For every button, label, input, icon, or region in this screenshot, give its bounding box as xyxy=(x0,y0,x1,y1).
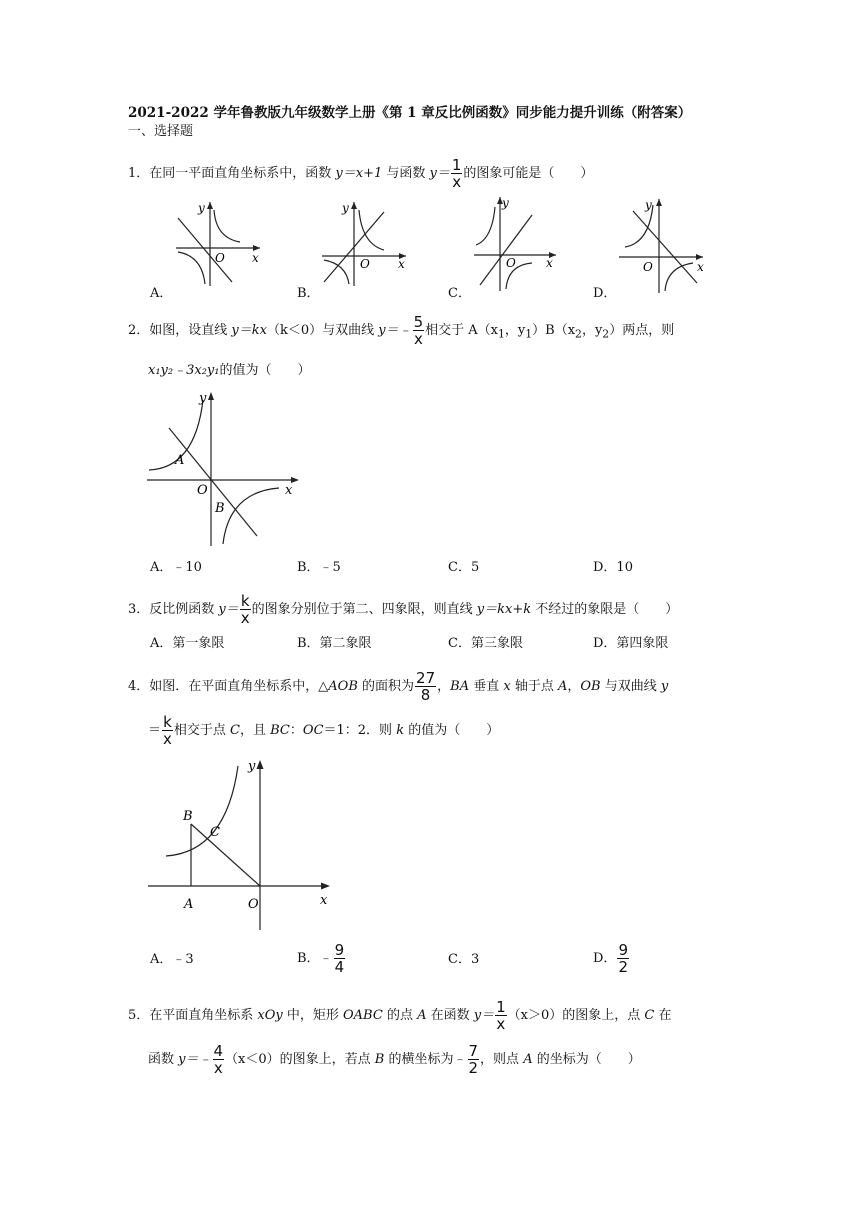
q5-frac-num: 4 xyxy=(213,1042,224,1060)
q4-figure xyxy=(146,756,336,932)
q5-text: ，则点 xyxy=(480,1052,524,1067)
q2-sub: 1 xyxy=(525,327,533,341)
q5-var: xOy xyxy=(257,1008,283,1023)
q5-text: （x＞0）的图象上，点 xyxy=(507,1008,645,1023)
q2-sub: 2 xyxy=(575,327,582,341)
q2-text: 相交于 A（x xyxy=(425,323,499,338)
q1-graph-d xyxy=(615,195,709,295)
axis-x-label: x xyxy=(398,257,405,271)
origin-label: O xyxy=(506,256,516,270)
q5-fraction-3 xyxy=(468,1043,480,1076)
q4-var: OC xyxy=(302,723,324,738)
q5-text: 的横坐标为﹣ xyxy=(384,1052,467,1067)
q1-y: y＝ xyxy=(429,166,450,181)
q5-fraction xyxy=(495,999,507,1032)
q4-text: ， xyxy=(437,679,451,694)
q1-text: 的图象可能是（ ） xyxy=(463,166,594,181)
q2-sub: 2 xyxy=(602,327,610,341)
q3-text: 3．反比例函数 xyxy=(128,602,219,617)
point-a-label: A xyxy=(184,897,194,912)
q4-text: 4．如图．在平面直角坐标系中，△ xyxy=(128,679,329,694)
q4-text: ， xyxy=(567,679,581,694)
q2-text: ，y xyxy=(504,323,526,338)
q1-graph-a xyxy=(172,198,264,288)
origin-label: O xyxy=(360,257,370,271)
q4-area-fraction xyxy=(415,670,436,703)
q2-text: 2．如图，设直线 xyxy=(128,323,232,338)
q5-text: 的点 xyxy=(382,1008,418,1023)
q1-option-a[interactable]: A． xyxy=(150,286,173,301)
q5-var: OABC xyxy=(343,1008,383,1023)
axis-y-label: y xyxy=(248,759,256,774)
q2-option-b[interactable]: B．﹣5 xyxy=(297,560,341,575)
question-3-stem xyxy=(128,593,678,626)
origin-label: O xyxy=(248,897,259,912)
q1-eq1: y＝x+1 xyxy=(335,166,383,181)
q5-text: 的坐标为（ ） xyxy=(532,1052,641,1067)
q5-text: （x＜0）的图象上，若点 xyxy=(225,1052,375,1067)
point-c-label: C xyxy=(210,825,220,840)
q5-frac-den: x xyxy=(496,1015,506,1033)
point-a-label: A xyxy=(175,453,185,468)
question-2-stem xyxy=(128,314,674,347)
q5-frac-den: 2 xyxy=(468,1059,479,1077)
q2-option-c[interactable]: C．5 xyxy=(448,560,480,575)
q2-y: y＝﹣ xyxy=(378,323,412,338)
q4-frac-den: x xyxy=(163,730,172,748)
q2-fraction xyxy=(413,314,425,347)
q4-text: ： xyxy=(289,723,303,738)
question-4-stem xyxy=(128,670,668,703)
q4-var: y xyxy=(660,679,669,694)
q3-option-c[interactable]: C．第三象限 xyxy=(448,636,523,651)
origin-label: O xyxy=(197,483,208,498)
q4-var: BA xyxy=(450,679,470,694)
q5-var: B xyxy=(374,1052,385,1067)
q4-option-b-fraction xyxy=(334,942,346,975)
q5-y: y＝﹣ xyxy=(178,1052,212,1067)
q3-frac-num: k xyxy=(240,592,250,610)
axis-y-label: y xyxy=(199,391,207,406)
q5-var: C xyxy=(644,1008,655,1023)
question-4-line2 xyxy=(148,714,499,747)
q1-option-b[interactable]: B． xyxy=(297,286,320,301)
origin-label: O xyxy=(643,260,653,274)
question-1-stem xyxy=(128,157,593,190)
q5-frac-num: 7 xyxy=(468,1042,479,1060)
q2-sub: 1 xyxy=(498,327,505,341)
q4-var: C xyxy=(230,723,240,738)
q3-y: y＝ xyxy=(218,602,239,617)
q4-fraction xyxy=(162,714,173,747)
q2-frac-num: 5 xyxy=(413,313,424,331)
q1-fraction xyxy=(451,157,463,190)
section-heading: 一、选择题 xyxy=(128,124,194,139)
q5-frac-den: x xyxy=(213,1059,223,1077)
q4-frac-num: 9 xyxy=(618,941,628,959)
q2-text: 的值为（ ） xyxy=(219,363,311,378)
q4-frac-num: k xyxy=(163,713,172,731)
q5-fraction-2 xyxy=(213,1043,225,1076)
q4-option-d-fraction xyxy=(617,942,629,975)
q4-option-c[interactable]: C．3 xyxy=(448,952,480,967)
q4-option-b[interactable] xyxy=(297,942,346,975)
question-5-stem xyxy=(128,999,671,1032)
q4-text: 垂直 xyxy=(469,679,504,694)
q4-text: ，且 xyxy=(240,723,271,738)
q4-text: ＝ xyxy=(148,723,162,738)
point-b-label: B xyxy=(183,809,193,824)
q4-var: BC xyxy=(270,723,290,738)
q4-var: AOB xyxy=(328,679,358,694)
q1-option-d[interactable]: D． xyxy=(593,286,617,301)
q2-text: （k＜0）与双曲线 xyxy=(266,323,379,338)
axis-x-label: x xyxy=(285,483,293,498)
q1-text: 与函数 xyxy=(382,166,430,181)
q3-option-d[interactable]: D．第四象限 xyxy=(593,636,669,651)
q3-line-eq: y＝kx+k xyxy=(476,602,532,617)
q3-text: 不经过的象限是（ ） xyxy=(531,602,679,617)
axis-x-label: x xyxy=(697,260,704,274)
q4-option-d[interactable] xyxy=(593,942,630,975)
q2-line-eq: y＝kx xyxy=(231,323,267,338)
q4-frac-num: 27 xyxy=(416,669,436,687)
q4-option-b-prefix: B．﹣ xyxy=(297,951,333,966)
q4-text: 相交于点 xyxy=(173,723,231,738)
q4-text: 的面积为 xyxy=(357,679,415,694)
axis-y-label: y xyxy=(198,201,205,215)
q2-text: ）两点，则 xyxy=(609,323,675,338)
axis-y-label: y xyxy=(502,196,509,210)
q4-var: A xyxy=(557,679,568,694)
axis-x-label: x xyxy=(252,251,259,265)
q4-frac-den: 4 xyxy=(334,958,345,976)
q5-text: 函数 xyxy=(148,1052,179,1067)
point-b-label: B xyxy=(215,501,225,516)
q4-var: OB xyxy=(580,679,601,694)
page-title: 2021-2022 学年鲁教版九年级数学上册《第 1 章反比例函数》同步能力提升训练（附答案） xyxy=(128,105,692,121)
q4-option-d-prefix: D． xyxy=(593,951,617,966)
q4-option-a[interactable]: A．﹣3 xyxy=(150,952,194,967)
q1-frac-den: x xyxy=(452,173,462,191)
q3-frac-den: x xyxy=(240,609,250,627)
origin-label: O xyxy=(215,251,225,265)
q2-text: ，y xyxy=(581,323,603,338)
q1-graph-b xyxy=(318,198,410,288)
q2-expression: x₁y₂﹣3x₂y₁ xyxy=(148,363,220,378)
q4-frac-num: 9 xyxy=(334,941,345,959)
q2-frac-den: x xyxy=(413,330,423,348)
q3-fraction xyxy=(240,593,251,626)
question-5-line2 xyxy=(148,1043,641,1076)
q5-text: 中，矩形 xyxy=(282,1008,344,1023)
q4-frac-den: 8 xyxy=(415,686,436,703)
q4-text: ＝1：2．则 xyxy=(323,723,397,738)
q1-frac-num: 1 xyxy=(451,156,462,174)
q4-text: 轴于点 xyxy=(510,679,558,694)
q2-text: ）B（x xyxy=(532,323,576,338)
axis-y-label: y xyxy=(342,201,349,215)
q5-frac-num: 1 xyxy=(496,998,506,1016)
q2-option-d[interactable]: D．10 xyxy=(593,560,633,575)
q1-option-c[interactable]: C． xyxy=(448,286,471,301)
q4-var: x xyxy=(503,679,511,694)
axis-x-label: x xyxy=(546,256,553,270)
axis-y-label: y xyxy=(645,198,652,212)
q3-option-a[interactable]: A．第一象限 xyxy=(150,636,225,651)
q4-frac-den: 2 xyxy=(618,958,628,976)
q3-option-b[interactable]: B．第二象限 xyxy=(297,636,372,651)
q5-var: A xyxy=(523,1052,533,1067)
question-2-line2 xyxy=(148,362,310,380)
axis-x-label: x xyxy=(320,893,328,908)
q4-text: 与双曲线 xyxy=(600,679,661,694)
q5-text: 在 xyxy=(654,1008,672,1023)
q5-text: 在函数 xyxy=(426,1008,474,1023)
q2-figure xyxy=(145,388,305,548)
q1-text: 1．在同一平面直角坐标系中，函数 xyxy=(128,166,336,181)
q5-text: 5．在平面直角坐标系 xyxy=(128,1008,258,1023)
q4-var: k xyxy=(396,723,405,738)
q3-text: 的图象分别位于第二、四象限，则直线 xyxy=(251,602,477,617)
q4-text: 的值为（ ） xyxy=(404,723,500,738)
q2-option-a[interactable]: A．﹣10 xyxy=(150,560,202,575)
q5-var: A xyxy=(417,1008,427,1023)
q5-y: y＝ xyxy=(473,1008,495,1023)
q1-graph-c xyxy=(470,193,562,293)
